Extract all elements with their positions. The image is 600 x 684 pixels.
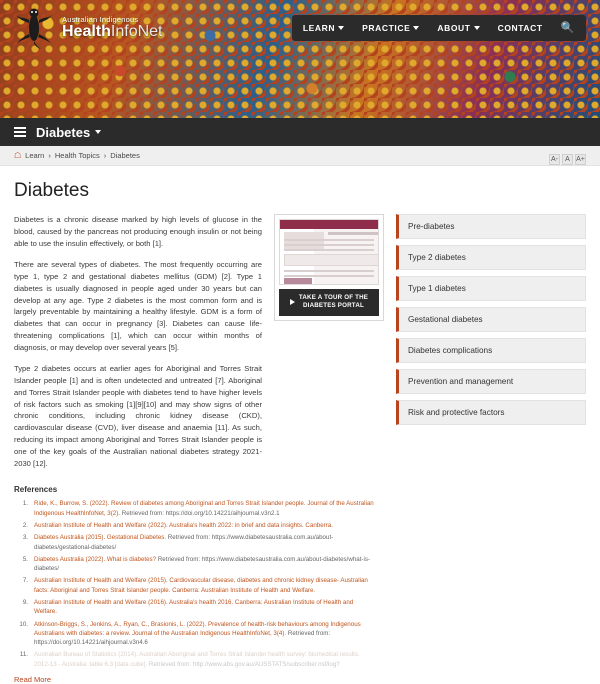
read-more-button[interactable]: Read More (14, 675, 52, 684)
nav-label-practice: PRACTICE (362, 23, 411, 33)
hero-banner (0, 0, 600, 118)
reference-item (14, 533, 374, 552)
paragraph-1: Diabetes is a chronic disease marked by high levels of glucose in the blood, caused by the pancreas not producing enough insulin or not being able to use the insulin effectively, or both [1]. (14, 215, 262, 248)
reference-item (14, 598, 374, 617)
search-button[interactable] (552, 15, 584, 41)
chevron-down-icon (338, 26, 344, 30)
section-bar (0, 118, 600, 146)
reference-rest: Retrieved from: https://www.diabetesaustralia.com.au/about-diabetes/what-is-diabetes/ (34, 555, 371, 573)
brand-text (62, 16, 163, 41)
reference-number: 1. (22, 500, 28, 508)
reference-number: 2. (22, 521, 28, 529)
section-title[interactable] (36, 125, 101, 140)
references-list (14, 499, 374, 669)
reference-link[interactable]: Ride, K., Burrow, S. (2022). Review of diabetes among Aboriginal and Torres Strait Islander people. Journal of the Australian Indigenous HealthInfoNet, 3(2). (34, 500, 374, 517)
site-logo[interactable] (14, 6, 163, 50)
topic-nav-item-risk-and-protective-factors[interactable]: Risk and protective factors (396, 400, 586, 425)
reference-item (14, 620, 374, 648)
portal-cta-line1: TAKE A TOUR OF THE (298, 294, 369, 301)
play-icon (290, 299, 295, 305)
reference-link[interactable]: Australian Institute of Health and Welfare (2016). Australia's health 2016. Canberra: Australian Institute of Health and Welfare. (34, 598, 354, 616)
header-bar (0, 0, 600, 56)
hamburger-icon[interactable] (14, 127, 26, 137)
chevron-down-icon (474, 26, 480, 30)
chevron-down-icon (95, 130, 101, 134)
topic-nav-item-gestational-diabetes[interactable]: Gestational diabetes (396, 307, 586, 332)
topic-nav-item-pre-diabetes[interactable]: Pre-diabetes (396, 214, 586, 239)
reference-number: 10. (19, 620, 28, 628)
nav-label-learn: LEARN (302, 23, 336, 33)
reference-link[interactable]: Australian Institute of Health and Welfare (2015). Cardiovascular disease, diabetes and chronic kidney disease- Australian facts: Aboriginal and Torres Strait Islander people. Canberra: Australian Institute of Health and Welfare. (34, 577, 368, 594)
breadcrumb-item-health-topics[interactable]: Health Topics (54, 151, 100, 160)
reference-rest: Retrieved from: https://www.diabetesaustralia.com.au/about-diabetes/gestational-diabetes/ (34, 534, 334, 551)
reference-link[interactable]: Australian Institute of Health and Welfare (2022). Australia's health 2022: in brief and data insights. Canberra. (34, 521, 333, 529)
main-navigation (292, 15, 586, 41)
reference-item (14, 521, 374, 530)
brand-line-2a: Health (62, 22, 111, 40)
portal-card[interactable] (274, 214, 384, 321)
reference-number: 3. (22, 534, 28, 542)
home-icon[interactable]: ☖ (14, 151, 22, 160)
portal-card-inner (274, 214, 384, 321)
brand-line-2b: InfoNet (110, 22, 163, 40)
nav-item-contact[interactable] (489, 15, 552, 41)
reference-rest: Retrieved from: https://doi.org/10.14221/aihjournal.v3n2.1 (120, 509, 280, 517)
nav-label-contact: CONTACT (497, 23, 543, 33)
breadcrumb-separator: › (48, 151, 51, 160)
reference-item (14, 650, 374, 669)
breadcrumb-item-diabetes[interactable]: Diabetes (110, 151, 140, 160)
reference-number: 7. (22, 577, 28, 585)
portal-cta-line2: DIABETES PORTAL (303, 302, 364, 310)
reference-item (14, 499, 374, 518)
reset-text-size-button[interactable]: A (562, 154, 573, 165)
nav-label-about: ABOUT (437, 23, 471, 33)
content-columns (14, 214, 586, 479)
references-title: References (14, 485, 58, 495)
reference-number: 9. (22, 598, 28, 606)
section-title-label: Diabetes (36, 124, 91, 140)
breadcrumb-item-learn[interactable]: Learn (25, 151, 45, 160)
reference-rest: Retrieved from: https://doi.org/10.14221/aihjournal.v3n4.6 (34, 629, 331, 647)
decrease-text-size-button[interactable]: A- (551, 156, 558, 163)
topic-nav-item-type-1-diabetes[interactable]: Type 1 diabetes (396, 276, 586, 301)
reference-rest: Retrieved from: http://www.abs.gov.au/AUSSTATS/subscriber.nsf/log? (147, 660, 340, 668)
reference-number: 5. (22, 555, 28, 563)
topic-nav (396, 214, 586, 431)
portal-tour-button[interactable] (279, 289, 379, 316)
portal-thumbnail (279, 219, 379, 285)
page-title: Diabetes (14, 180, 89, 201)
nav-item-practice[interactable] (353, 15, 428, 41)
reference-number: 11. (19, 651, 28, 659)
text-size-controls (549, 154, 586, 165)
reference-item (14, 576, 374, 595)
nav-item-about[interactable] (428, 15, 488, 41)
breadcrumb-separator: › (103, 151, 107, 160)
breadcrumb (0, 146, 600, 166)
reference-link[interactable]: Diabetes Australia (2022). What is diabetes? (34, 555, 157, 563)
topic-nav-item-diabetes-complications[interactable]: Diabetes complications (396, 338, 586, 363)
brand-line-1: Australian Indigenous (62, 14, 139, 24)
paragraph-3: Type 2 diabetes occurs at earlier ages for Aboriginal and Torres Strait Islander people [1] and is often undetected and untreated [7]. Aboriginal and Torres Strait Islander people with diabetes tend to have higher levels of risk factors such as smoking [1][9][10] and may show signs of other chronic conditions, including chronic kidney disease (CKD), cardiovascular disease (CVD), liver disease and anaemia [11]. As such, reducing its impact among Aboriginal and Torres Strait Islander people is one of the key goals of the Australian national diabetes strategy 2021-2030 [12]. (14, 364, 262, 468)
paragraph-2: There are several types of diabetes. The most frequently occurring are type 1, type 2 and gestational diabetes mellitus (GDM) [2]. Type 1 diabetes is usually diagnosed in people aged under 30 years but can develop at any age. Type 2 diabetes is the most common form and is largely preventable by maintaining a healthy lifestyle. GDM is a form of diabetes that can occur in pregnancy [3]. Diabetes can cause life-threatening complications [1], which can occur within months of diagnosis, or may develop over several years [5]. (14, 260, 262, 352)
lizard-logo-icon (14, 6, 54, 50)
search-icon: 🔍 (560, 22, 575, 34)
increase-text-size-button[interactable]: A+ (576, 156, 585, 163)
article-body (14, 214, 262, 479)
page-content (0, 156, 600, 684)
topic-nav-item-prevention-and-management[interactable]: Prevention and management (396, 369, 586, 394)
nav-item-learn[interactable] (294, 15, 353, 41)
reference-link[interactable]: Diabetes Australia (2015). Gestational Diabetes. (34, 534, 167, 542)
chevron-down-icon (413, 26, 419, 30)
reference-link[interactable]: Atkinson-Briggs, S., Jenkins, A., Ryan, C., Brasionis, L. (2022). Prevalence of health-risk behaviours among Indigenous Australians with diabetes: a review. Journal of the Australian Indigenous HealthInfoNet, 3(4). (34, 620, 361, 637)
references-section (14, 485, 374, 684)
topic-nav-item-type-2-diabetes[interactable]: Type 2 diabetes (396, 245, 586, 270)
reference-item (14, 555, 374, 574)
reference-link[interactable]: Australian Bureau of Statistics (2014). Australian Aboriginal and Torres Strait Islander health survey: biomedical results, 2012-13 - Australia: table 6.3 [data cube]. (34, 651, 360, 668)
